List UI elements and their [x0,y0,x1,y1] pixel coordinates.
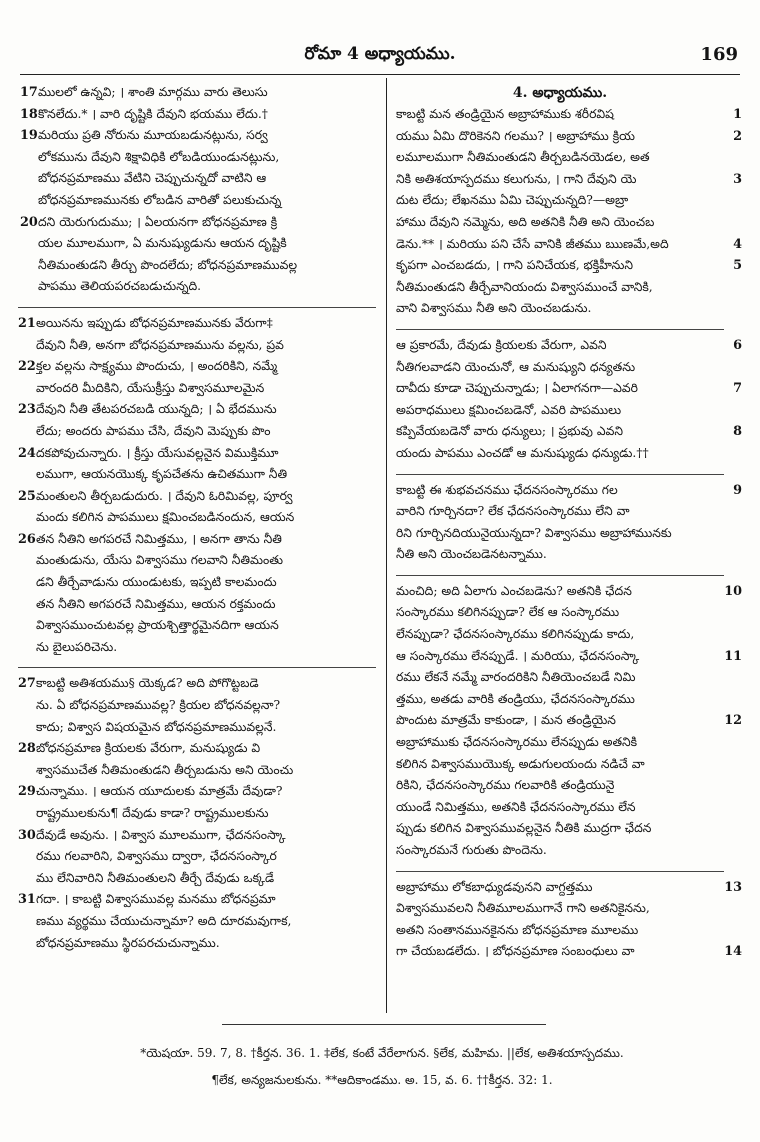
verse-number: 26 [18,531,36,547]
line-text: బోధనప్రమాణము స్థిరపరచుచున్నాము. [36,935,220,950]
verse-number: 2 [733,128,742,144]
verse-number [18,507,36,529]
text-line [396,212,724,234]
line-text: దని యెరుగుదుము; । ఏలయనగా బోధనప్రమాణ క్రి [38,214,278,229]
text-line [396,710,742,732]
page-header [20,40,740,75]
verse-number: 1 [733,107,742,122]
line-text: చున్నాము. । ఆయన యూదులకు మాత్రమే దేవుడా? [36,784,283,799]
verse-number [18,378,36,400]
verse-number: 20 [20,214,38,230]
verse-number: 27 [18,676,36,692]
verse-number: 28 [18,741,36,757]
text-line [20,212,376,234]
line-text: పొందుట మాత్రమే కాకుండా, । మన తండ్రియైన [396,713,616,728]
text-line [18,717,376,739]
text-line [20,190,376,212]
text-line [396,544,724,566]
line-text: దేవుడే అవును. । విశ్వాస మూలముగా, ఛేదనసంస్కా [36,827,286,842]
line-text: ము లేనివారిని నీతిమంతులని తీర్చే దేవుడు ఒక్కడే [36,870,275,885]
verse-number: 21 [18,315,36,331]
line-text: యల మూలముగా, ఏ మనుష్యుడును ఆయన దృష్టికి [38,236,287,251]
verse-number [20,233,38,255]
verse-number [18,760,36,782]
verse-number: 23 [18,402,36,418]
line-text: హాము దేవుని నమ్మెను, అది అతనికి నీతి అని యెంచబ [396,214,655,229]
verse-number: 5 [733,258,742,274]
line-text: ను. ఏ బోధనప్రమాణమువల్ల? క్రియల బోధనవల్లనా? [36,698,281,713]
text-line [18,673,376,695]
line-text: దేవుని నీతి, అనగా బోధనప్రమాణమును వల్లను, ప్రవ [36,337,284,352]
line-text: నీతిమంతుడని తీర్చేవానియందు విశ్వాసముంచే వానికి, [396,279,653,294]
line-text: దకపోవుచున్నారు. । క్రీస్తు యేసువల్లనైన విముక్తిమూ [36,445,279,460]
text-line [18,738,376,760]
verse-number [18,868,36,890]
verse-number: 3 [733,171,742,187]
verse-number: 30 [18,827,36,843]
verse-number: 11 [724,648,742,664]
text-line [396,689,724,711]
verse-number: 29 [18,784,36,800]
text-line [396,480,742,502]
line-text: రము గలవారిని, విశ్వాసము ద్వారా, ఛేదనసంస్కార [36,849,277,864]
verse-number [18,846,36,868]
text-line [396,234,742,256]
verse-number: 25 [18,488,36,504]
text-line [20,82,376,104]
paragraph [396,871,742,963]
text-line [18,889,376,911]
text-line [396,357,724,379]
line-text: మంతుడును, యేసు విశ్వాసము గలవాని నీతిమంతు [36,553,284,568]
verse-number [20,255,38,277]
footnotes [30,1040,734,1094]
verse-number [18,717,36,739]
verse-number [18,550,36,572]
text-line [396,581,742,603]
verse-number: 13 [724,879,742,895]
line-text: లేనప్పుడా? ఛేదనసంస్కారము కలిగినప్పుడు కాదు, [396,627,635,642]
running-title: రోమా 4 అధ్యాయము. [304,44,456,64]
line-text: దేవుని నీతి తేటపరచబడి యున్నది; । ఏ భేదమును [36,402,277,417]
verse-number: 22 [18,359,36,375]
text-line [18,421,376,443]
text-line [396,335,742,357]
footnote-line: ¶లేక, అన్యజనులకును. **ఆదికాండము. అ. 15, వ. 6. ††కీర్తన. 32: 1. [211,1073,553,1087]
text-line [18,572,376,594]
text-line [18,911,376,933]
line-text: కృపగా ఎంచబడదు, । గాని పనిచేయక, భక్తిహీనుని [396,258,634,273]
text-line [396,754,724,776]
text-line [18,695,376,717]
line-text: దుట లేదు; లేఖనము ఏమి చెప్పుచున్నది?—అబ్రా [396,193,629,208]
line-text: క్తల వల్లను సాక్ష్యము పొందుచు, । అందరికిని, నమ్మే [36,359,278,374]
line-text: లేదు; అందరు పాపము చేసి, దేవుని మెప్పుకు పొం [36,423,271,438]
line-text: లముగా, ఆయనయొక్క కృపచేతను ఉచితముగా నీతి [36,467,288,482]
line-text: బోధనప్రమాణమునకు లోబడిన వారితో పలుకుచున్న [38,192,282,207]
line-text: నీతిమంతుడని తీర్చు పొందలేదు; బోధనప్రమాణమువల్ల [38,257,298,272]
verse-number: 8 [733,424,742,440]
verse-number: 9 [733,482,742,498]
text-line [396,732,724,754]
verse-number [18,421,36,443]
verse-number [18,933,36,955]
line-text: ను బైలుపరిచెను. [36,639,118,654]
text-line [396,667,724,689]
text-line [396,775,724,797]
line-text: రాష్ట్రములకును¶ దేవుడు కాడా? రాష్ట్రములకును [36,806,269,820]
line-text: మంతులని తీర్చబడుదురు. । దేవుని ఓరిమివల్ల, పూర్వ [36,488,293,503]
text-line [396,877,742,899]
line-text: డెను.** । మరియు పని చేసే వానికి జీతము ఋణమే,అది [396,236,669,251]
text-line [18,507,376,529]
text-line [18,933,376,955]
verse-number: 6 [733,337,742,353]
text-line [396,898,724,920]
footnote-line: *యెషయా. 59. 7, 8. †కీర్తన. 36. 1. ‡లేక, కంటే వేరేలాగున. §లేక, మహిమ. ||లేక, అతిశయాస్పదము. [140,1046,624,1060]
line-text: శ్వాసముచేత నీతిమంతుడని తీర్చబడును అని యెంచు [36,762,294,777]
line-text: గదా. । కాబట్టి విశ్వాసమువల్ల మనము బోధనప్రమా [36,892,276,907]
text-line [396,169,742,191]
text-line [20,104,376,126]
text-line [18,550,376,572]
line-text: మంచిది; అది ఏలాగు ఎంచబడెను? అతనికి ఛేదన [396,583,632,598]
text-line [18,825,376,847]
text-line [396,646,742,668]
paragraph [20,82,376,298]
text-line [20,125,376,147]
column-divider [386,78,387,1013]
text-line [18,594,376,616]
text-line [18,486,376,508]
text-line [396,147,724,169]
text-line [396,818,724,840]
line-text: ణము వ్యర్థము చేయుచున్నామా? అది దూరమవుగాక, [36,913,292,928]
paragraph [396,104,742,320]
text-line [18,846,376,868]
text-line [18,637,376,659]
line-text: యందు పాపము ఎంచడో ఆ మనుష్యుడు ధన్యుడు.†† [396,445,649,460]
line-text: గా చేయబడలేదు. । బోధనప్రమాణ సంబంధులు వా [396,944,635,959]
text-line [18,378,376,400]
line-text: పాపము తెలియపరచబడుచున్నది. [38,279,202,294]
line-text: వాని విశ్వాసము నీతి అని యెంచబడును. [396,301,592,316]
verse-number [18,695,36,717]
line-text: అతని సంతానమునకైనను బోధనప్రమాణ మూలము [396,922,639,937]
line-text: వారందరి మీదికిని, యేసుక్రీస్తు విశ్వాసమూలమైన [36,380,265,395]
text-line [396,421,742,443]
line-text: కాదు; విశ్వాస విషయమైన బోధనప్రమాణమువల్లనే. [36,719,277,734]
text-line [18,399,376,421]
line-text: మందు కలిగిన పాపములు క్షమించబడినందున, ఆయన [36,510,295,525]
line-text: తన నీతిని అగపరచే నిమిత్తము, । అనగా తాను నీతి [36,531,282,546]
text-line [20,147,376,169]
verse-number [18,464,36,486]
verse-number: 14 [724,944,742,960]
line-text: కప్పివేయబడెనో వారు ధన్యులు; । ప్రభువు ఎవని [396,424,623,439]
verse-number: 10 [724,583,742,599]
text-line [18,803,376,825]
line-text: లోకమును దేవుని శిక్షావిధికి లోబడియుండునట్లును, [38,149,280,164]
line-text: కాబట్టి ఈ శుభవచనము ఛేదనసంస్కారము గల [396,482,618,497]
text-line [18,443,376,465]
line-text: యము ఏమి దొరికెనని గలము? । అబ్రాహాము క్రియ [396,128,635,143]
verse-number [18,803,36,825]
verse-number: 19 [20,128,38,144]
line-text: సంస్కారమనే గురుతు పొందెను. [396,843,547,857]
text-line [396,941,742,963]
verse-number: 7 [733,381,742,397]
paragraph [18,307,376,659]
verse-number [18,572,36,594]
verse-number: 18 [20,106,38,122]
verse-number: 12 [724,713,742,729]
chapter-heading: 4. అధ్యాయము. [512,85,608,101]
text-line [18,615,376,637]
line-text: కొనలేదు.* । వారి దృష్టికి దేవుని భయము లేదు.† [38,106,268,121]
line-text: వారిని గూర్చినదా? లేక ఛేదనసంస్కారము లేని వా [396,504,630,519]
line-text: డని తీర్చేవాడును యుండుటకు, ఇప్పటి కాలమందు [36,575,277,590]
paragraph [396,474,742,566]
text-line [396,920,724,942]
text-line [18,529,376,551]
text-line [396,126,742,148]
line-text: అబ్రాహాముకు ఛేదనసంస్కారము లేనప్పుడు అతనికి [396,735,638,750]
paragraph [396,329,742,465]
text-line [396,378,742,400]
line-text: విశ్వాసమువలని నీతిమూలముగానే గాని అతనికైనను, [396,901,650,916]
text-line [396,840,724,862]
line-text: రిని గూర్చినదియునైయున్నదా? విశ్వాసము అబ్రాహామునకు [396,525,672,540]
line-text: ప్పుడు కలిగిన విశ్వాసమువల్లనైన నీతికి ముద్రగా ఛేదన [396,821,652,836]
verse-number [18,911,36,933]
verse-number: 4 [733,236,742,252]
left-column [20,82,376,954]
text-line [396,190,724,212]
line-text: కలిగిన విశ్వాసముయొక్క అడుగులయందు నడిచే వా [396,756,645,771]
verse-number: 17 [20,85,38,100]
verse-number: 31 [18,892,36,908]
verse-number [18,594,36,616]
text-line [396,104,742,126]
text-line [18,464,376,486]
line-text: కాబట్టి అతిశయము§ యెక్కడ? అది పోగొట్టబడె [36,676,259,691]
line-text: కాబట్టి మన తండ్రియైన అబ్రాహాముకు శరీరవిష [396,107,614,121]
line-text: యుండే నిమిత్తము, అతనికి ఛేదనసంస్కారము లేన [396,799,636,814]
line-text: ఆ ప్రకారమే, దేవుడు క్రియలకు వేరుగా, ఎవని [396,337,607,352]
right-column [396,82,742,963]
text-line [20,276,376,298]
text-line [18,760,376,782]
text-line [20,233,376,255]
text-line [18,335,376,357]
verse-number [20,168,38,190]
verse-number [20,276,38,298]
line-text: త్తము, అతడు వారికి తండ్రియు, ఛేదనసంస్కారము [396,691,635,706]
text-line [396,523,724,545]
verse-number: 24 [18,445,36,461]
line-text: నీతి అని యెంచబడెనటన్నాము. [396,547,547,562]
line-text: లమూలముగా నీతిమంతుడని తీర్చబడినయెడల, అత [396,150,650,165]
line-text: అపరాధములు క్షమించబడెనో, ఎవరి పాపములు [396,402,622,417]
text-line [396,298,724,320]
line-text: ఆ సంస్కారము లేనప్పుడే. । మరియు, ఛేదనసంస్కా [396,648,640,663]
text-line [20,255,376,277]
line-text: నికి అతిశయాస్పదము కలుగును, । గాని దేవుని యె [396,171,637,186]
line-text: సంస్కారము కలిగినప్పుడా? లేక ఆ సంస్కారము [396,605,620,620]
text-line [20,168,376,190]
page-number: 169 [700,44,738,65]
line-text: బోధనప్రమాణము వేటిని చెప్పుచున్నదో వాటిని ఆ [38,171,267,186]
verse-number [20,190,38,212]
text-line [396,255,742,277]
verse-number [20,147,38,169]
text-line [18,313,376,335]
line-text: అయినను ఇప్పుడు బోధనప్రమాణమునకు వేరుగా‡ [36,315,273,330]
line-text: ములలో ఉన్నవి; । శాంతి మార్గము వారు తెలుసు [38,85,268,99]
line-text: దావీదు కూడా చెప్పుచున్నాడు; । ఏలాగనగా—ఎవరి [396,381,638,396]
text-line [396,602,724,624]
verse-number [18,637,36,659]
text-line [396,624,724,646]
text-line [396,501,724,523]
text-line [396,443,724,465]
line-text: నీతిగలవాడని యెంచునో, ఆ మనుష్యుని ధన్యతను [396,359,636,374]
footnote-rule [222,1024,546,1025]
paragraph [396,575,742,862]
line-text: విశ్వాసముంచుటవల్ల ప్రాయశ్చిత్తార్థమైనదిగా ఆయన [36,618,279,633]
line-text: రికిని, ఛేదనసంస్కారము గలవారికి తండ్రియునై [396,778,615,793]
line-text: తన నీతిని అగపరచే నిమిత్తము, ఆయన రక్తమందు [36,596,276,611]
verse-number [18,615,36,637]
text-line [396,400,724,422]
text-line [18,356,376,378]
text-line [18,781,376,803]
line-text: బోధనప్రమాణ క్రియలకు వేరుగా, మనుష్యుడు వి [36,741,261,756]
line-text: రము లేకనే నమ్మే వారందరికిని నీతియెంచబడే నిమి [396,670,636,685]
text-line [396,277,724,299]
paragraph [18,667,376,954]
text-line [18,868,376,890]
text-line [396,797,724,819]
line-text: మరియు ప్రతి నోరును మూయబడునట్లును, సర్వ [38,128,268,143]
verse-number [18,335,36,357]
line-text: అబ్రాహాము లోకబాధ్యుడవునని వాగ్దత్తము [396,879,593,894]
